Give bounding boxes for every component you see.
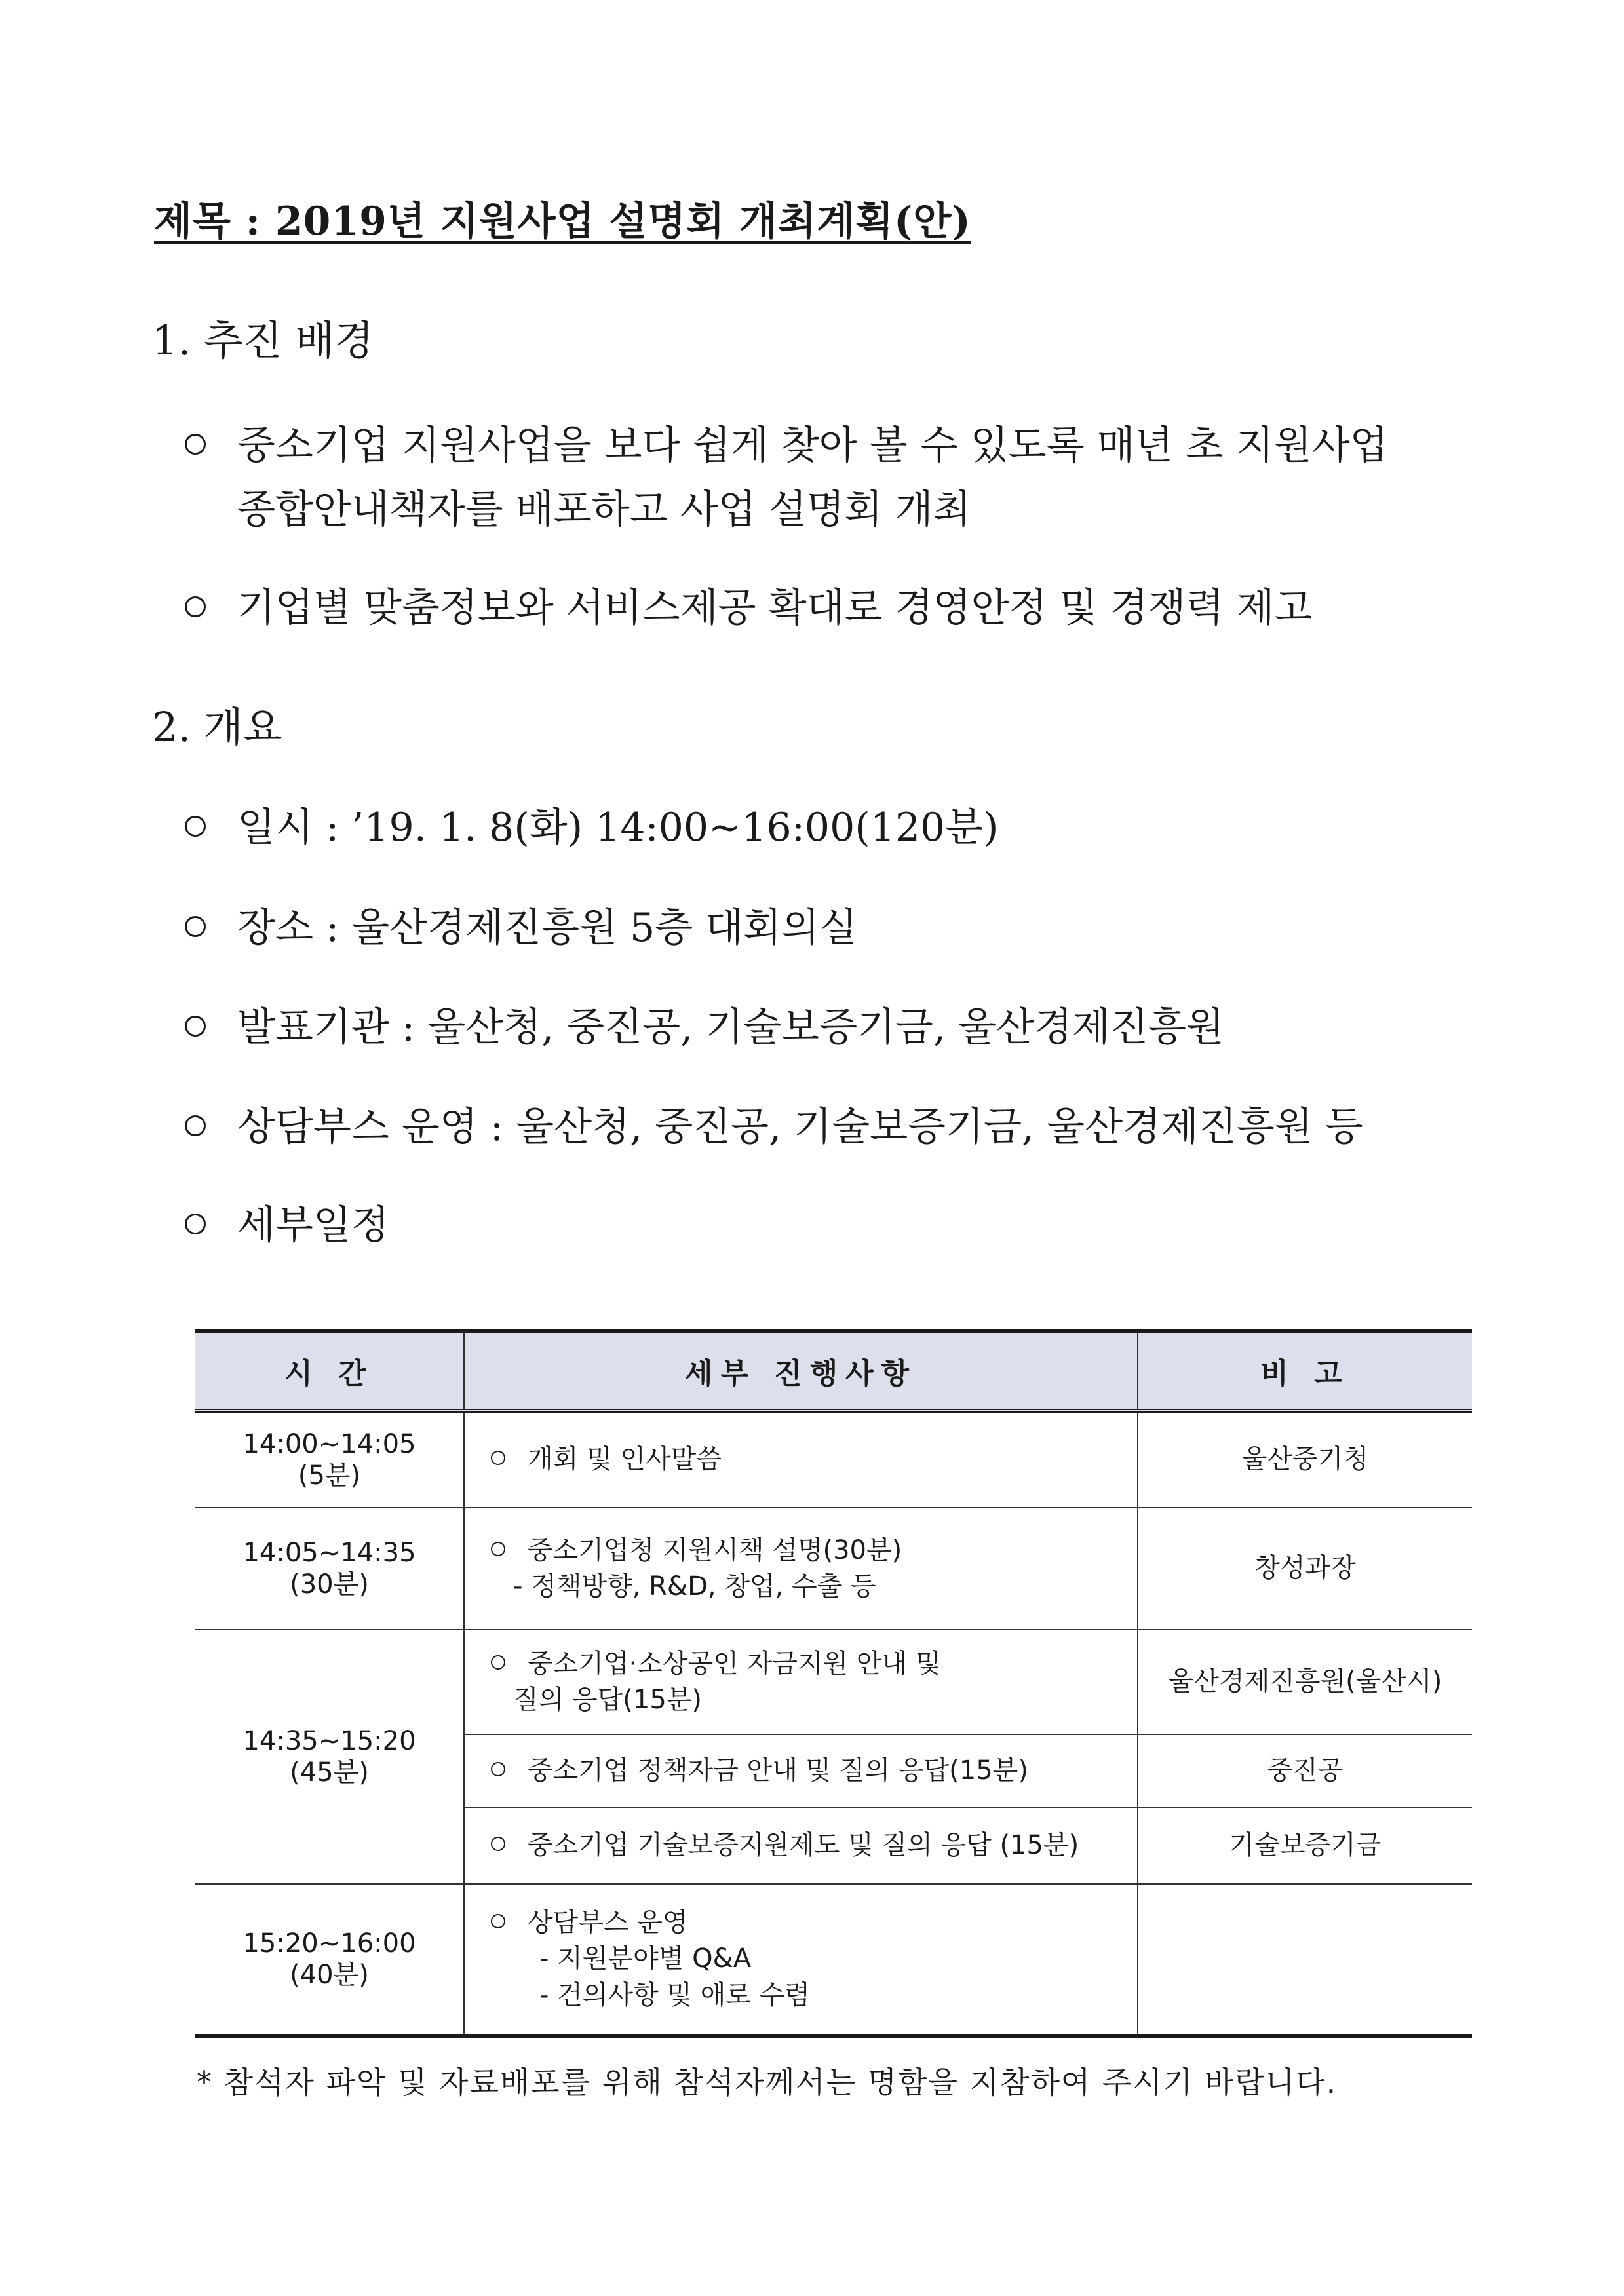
bullet-1-2: 기업별 맞춤정보와 서비스제공 확대로 경영안정 및 경쟁력 제고	[185, 577, 1312, 633]
bullet-1-1-cont: 종합안내책자를 배포하고 사업 설명회 개최	[237, 487, 971, 533]
time-cell: 14:35~15:20 (45분)	[195, 1630, 464, 1884]
circle-bullet-icon	[185, 434, 206, 455]
bullet-1-1: 중소기업 지원사업을 보다 쉽게 찾아 볼 수 있도록 매년 초 지원사업	[185, 414, 1388, 470]
note-cell	[1138, 1884, 1472, 2036]
time-cell: 14:05~14:35 (30분)	[195, 1508, 464, 1630]
note-cell: 창성과장	[1138, 1508, 1472, 1630]
circle-bullet-icon	[491, 1762, 505, 1776]
detail-cell: 개회 및 인사말씀	[464, 1411, 1138, 1508]
bullet-2-4: 상담부스 운영 : 울산청, 중진공, 기술보증기금, 울산경제진흥원 등	[185, 1096, 1363, 1152]
detail-cell: 중소기업 기술보증지원제도 및 질의 응답 (15분)	[464, 1808, 1138, 1884]
section-1-heading: 1. 추진 배경	[152, 316, 374, 364]
table-row	[195, 1884, 1472, 2036]
header-details: 세부 진행사항	[464, 1331, 1138, 1411]
circle-bullet-icon	[185, 916, 206, 937]
bullet-2-3: 발표기관 : 울산청, 중진공, 기술보증기금, 울산경제진흥원	[185, 996, 1224, 1052]
circle-bullet-icon	[491, 1542, 505, 1556]
circle-bullet-icon	[185, 1016, 206, 1037]
circle-bullet-icon	[491, 1914, 505, 1928]
note-cell: 중진공	[1138, 1734, 1472, 1808]
section-2-heading: 2. 개요	[152, 703, 282, 751]
detail-cell: 상담부스 운영 - 지원분야별 Q&A - 건의사항 및 애로 수렴	[464, 1884, 1138, 2036]
circle-bullet-icon	[185, 816, 206, 837]
table-header-row	[195, 1331, 1472, 1411]
time-cell: 14:00~14:05 (5분)	[195, 1411, 464, 1508]
detail-cell: 중소기업 정책자금 안내 및 질의 응답(15분)	[464, 1734, 1138, 1808]
header-note: 비 고	[1138, 1331, 1472, 1411]
note-cell: 울산중기청	[1138, 1411, 1472, 1508]
header-time: 시 간	[195, 1331, 464, 1411]
detail-cell: 중소기업·소상공인 자금지원 안내 및 질의 응답(15분)	[464, 1630, 1138, 1734]
table-row	[195, 1630, 1472, 1734]
footnote: * 참석자 파악 및 자료배포를 위해 참석자께서는 명함을 지참하여 주시기 바랍니다.	[197, 2065, 1338, 2100]
time-cell: 15:20~16:00 (40분)	[195, 1884, 464, 2036]
circle-bullet-icon	[491, 1655, 505, 1670]
circle-bullet-icon	[185, 1214, 206, 1234]
note-cell: 기술보증기금	[1138, 1808, 1472, 1884]
bullet-2-5: 세부일정	[185, 1194, 389, 1250]
table-row	[195, 1411, 1472, 1508]
schedule-table	[195, 1329, 1472, 2038]
detail-cell: 중소기업청 지원시책 설명(30분) - 정책방향, R&D, 창업, 수출 등	[464, 1508, 1138, 1630]
bullet-2-2: 장소 : 울산경제진흥원 5층 대회의실	[185, 896, 857, 953]
circle-bullet-icon	[185, 596, 206, 617]
bullet-2-1: 일시 : ’19. 1. 8(화) 14:00~16:00(120분)	[185, 796, 999, 852]
note-cell: 울산경제진흥원(울산시)	[1138, 1630, 1472, 1734]
circle-bullet-icon	[491, 1451, 505, 1465]
circle-bullet-icon	[491, 1837, 505, 1851]
circle-bullet-icon	[185, 1115, 206, 1136]
document-title: 제목 : 2019년 지원사업 설명회 개최계획(안)	[154, 199, 971, 244]
table-row	[195, 1508, 1472, 1630]
